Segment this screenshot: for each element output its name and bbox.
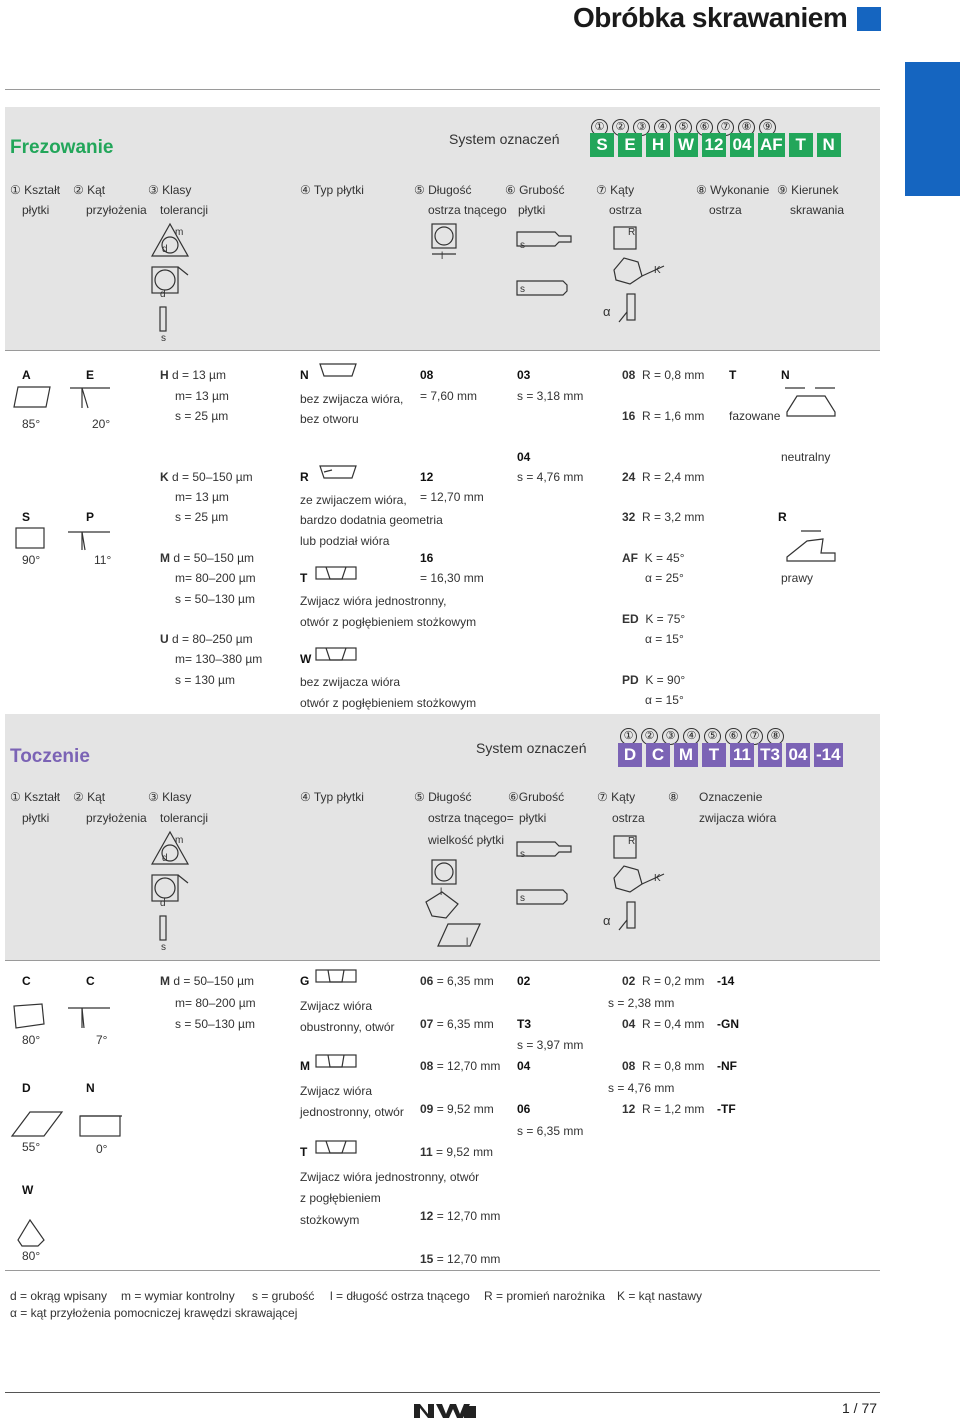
m-tol-M-d: d = 50–150 µm [173,551,254,565]
m-head-7: ⑦ Kąty [596,183,635,197]
label-alpha: α [603,304,611,319]
m-edge-T: T [729,368,737,382]
m-thick-03: 03 [517,368,531,382]
m-edge-T-val: fazowane [729,409,781,423]
t-label-s3: s [520,893,525,904]
label-s: s [161,333,166,344]
square-90-icon [14,526,46,550]
t-thick-06: 06 [517,1102,531,1116]
t-len-06: 06 [420,974,434,988]
m-dir-N: N [781,368,790,382]
t-label-d: d [162,853,168,864]
t-len-06-val: = 6,35 mm [436,974,494,988]
m-thick-03-val: s = 3,18 mm [517,389,584,403]
m-tol-M-m: m= 80–200 µm [175,571,256,585]
t-head-5c: wielkość płytki [428,833,505,847]
t-head-2: ② Kąt [73,790,106,804]
milling-system-label: System oznaczeń [449,131,560,147]
right-cut-icon [783,525,839,563]
m-shape-A-angle: 85° [22,417,41,431]
t-type-T-d2: z pogłębieniem [300,1191,381,1205]
t-type-M-d2: jednostronny, otwór [300,1105,404,1119]
t-tol-M-m: m= 80–200 µm [175,996,256,1010]
t-head-7: ⑦ Kąty [597,790,636,804]
m-tol-K-m: m= 13 µm [175,490,229,504]
t-label-R: R [628,836,636,847]
t-len-12-val: = 12,70 mm [436,1209,501,1223]
t-len-09-val: = 9,52 mm [436,1102,494,1116]
t-thick-02-val: s = 2,38 mm [608,996,675,1010]
m-type-W-d1: bez zwijacza wióra [300,675,401,689]
rhombus-80-icon [12,1002,46,1030]
m-shape-S-angle: 90° [22,553,41,567]
m-thick-04: 04 [517,450,531,464]
t-head-5b: ostrza tnącego= [428,811,514,825]
t-tol-M-d: d = 50–150 µm [173,974,254,988]
m-angle-E: E [86,368,95,382]
clearance-11-icon [66,530,112,552]
m-head-8b: ostrza [709,203,742,217]
t-length-rhombus-icon [436,920,486,950]
m-tol-U-s: s = 130 µm [175,673,235,687]
page-number: 1 / 77 [842,1400,878,1416]
m-head-9: ⑨ Kierunek [777,183,839,197]
m-head-3: ③ Klasy [148,183,192,197]
t-thick-04-val: s = 4,76 mm [608,1081,675,1095]
t-head-8: ⑧ [668,790,679,804]
thickness-bar-icon [158,305,170,335]
m-head-3b: tolerancji [160,203,209,217]
tolerance-square-icon [150,265,190,295]
t-length-trigon-icon [424,890,460,920]
t-label-s: s [161,942,166,953]
insert-type-M-icon [314,1053,358,1069]
insert-type-N-icon [318,362,358,378]
t-breaker-NF: -NF [717,1059,737,1073]
m-head-5b: ostrza tnącego [428,203,507,217]
t-len-09: 09 [420,1102,434,1116]
t-approach-angle-icon [612,864,672,894]
t-length-square-icon [430,858,460,894]
t-shape-W: W [22,1183,34,1197]
milling-code-numbers: ① ② ③ ④ ⑤ ⑥ ⑦ ⑧ ⑨ [591,117,780,136]
legend-m: m = wymiar kontrolny [121,1289,235,1303]
m-type-N: N [300,368,309,382]
t-type-T-d1: Zwijacz wióra jednostronny, otwór [300,1170,480,1184]
t-type-G: G [300,974,310,988]
m-head-2: ② Kąt [73,183,106,197]
length-square-icon [430,222,460,262]
m-tol-K: K [160,470,169,484]
t-angle-C: C [86,974,95,988]
m-type-N-d2: bez otworu [300,412,359,426]
turning-code-numbers: ① ② ③ ④ ⑤ ⑥ ⑦ ⑧ [620,726,788,745]
t-breaker-14: -14 [717,974,735,988]
t-head-5: ⑤ Długość [414,790,472,804]
turning-section-title: Toczenie [10,746,90,767]
m-len-08: 08 [420,368,434,382]
label-m: m [175,227,184,238]
milling-code-boxes: S E H W 12 04 AF T N [590,133,845,157]
label-R: R [628,227,636,238]
legend-K: K = kąt nastawy [617,1289,703,1303]
milling-section-title: Frezowanie [10,137,114,158]
t-type-G-d2: obustronny, otwór [300,1020,395,1034]
company-logo-icon [412,1402,478,1420]
t-thickness-bar-icon [158,914,170,944]
m-head-8: ⑧ Wykonanie [696,183,770,197]
t-type-M: M [300,1059,310,1073]
m-dir-right: prawy [781,571,814,585]
m-angle-P-val: 11° [94,553,112,567]
t-len-15: 15 [420,1252,434,1266]
m-type-R-d1: ze zwijaczem wióra, [300,493,407,507]
t-len-08-val: = 12,70 mm [436,1059,501,1073]
t-type-T-d3: stożkowym [300,1213,360,1227]
m-tol-H-d: d = 13 µm [172,368,226,382]
t-angle-C-val: 7° [96,1033,108,1047]
approach-angle-icon [612,256,672,286]
m-shape-A: A [22,368,31,382]
m-tol-H: H [160,368,169,382]
m-head-4: ④ Typ płytki [300,183,364,197]
t-rad-12-val: R = 1,2 mm [642,1102,705,1116]
t-breaker-TF: -TF [717,1102,736,1116]
m-type-T-d1: Zwijacz wióra jednostronny, [300,594,447,608]
t-label-l: l [440,887,443,898]
turning-system-label: System oznaczeń [476,740,587,756]
m-len-12-val: = 12,70 mm [420,490,484,504]
t-thick-T3-val: s = 3,97 mm [517,1038,584,1052]
m-type-W: W [300,652,312,666]
insert-type-T-icon [314,565,358,581]
t-tolerance-square-icon [150,873,190,903]
m-rad-08-val: R = 0,8 mm [642,368,705,382]
legend-R: R = promień narożnika [484,1289,606,1303]
m-type-N-d1: bez zwijacza wióra, [300,392,404,406]
t-len-11-val: = 9,52 mm [436,1145,494,1159]
legend-s: s = grubość [252,1289,315,1303]
legend-alpha: α = kąt przyłożenia pomocniczej krawędzi skrawającej [10,1306,298,1320]
m-type-R-d2: bardzo dodatnia geometria [300,513,443,527]
t-rad-04: 04 [622,1017,636,1031]
t-thick-T3: T3 [517,1017,532,1031]
m-tol-U: U [160,632,169,646]
m-len-08-val: = 7,60 mm [420,389,478,403]
m-tol-U-m: m= 130–380 µm [175,652,263,666]
t-shape-C: C [22,974,31,988]
m-rad-24-val: R = 2,4 mm [642,470,705,484]
clearance-angle-icon [617,292,641,328]
m-type-R: R [300,470,309,484]
t-rad-02-val: R = 0,2 mm [642,974,705,988]
m-type-T: T [300,571,308,585]
t-len-08: 08 [420,1059,434,1073]
t-thick-04: 04 [517,1059,531,1073]
m-rad-16: 16 [622,409,636,423]
m-head-9b: skrawania [790,203,845,217]
t-head-7b: ostrza [612,811,645,825]
m-head-6b: płytki [518,203,546,217]
t-angle-N: N [86,1081,95,1095]
m-ang-ED: ED [622,612,639,626]
m-dir-neutral: neutralny [781,450,831,464]
label-s3: s [520,284,525,295]
t-label-l2: l [466,937,469,948]
neutral-cut-icon [783,382,839,418]
m-shape-S: S [22,510,31,524]
rhombus-85-icon [12,385,52,409]
t-shape-C-angle: 80° [22,1033,41,1047]
tolerance-triangle-icon [150,222,190,258]
insert-type-W-icon [314,646,358,662]
t-rad-02: 02 [622,974,636,988]
m-head-2b: przyłożenia [86,203,147,217]
label-K: K [654,265,661,276]
m-head-5: ⑤ Długość [414,183,472,197]
m-tol-H-s: s = 25 µm [175,409,229,423]
clearance-0-icon [78,1114,124,1138]
m-tol-U-d: d = 80–250 µm [172,632,253,646]
m-ang-ED-K: K = 75° [645,612,686,626]
t-thick-02: 02 [517,974,531,988]
m-ang-ED-a: α = 15° [645,632,684,646]
t-label-d2: d [160,898,166,909]
m-ang-PD-a: α = 15° [645,693,684,707]
t-label-alpha: α [603,913,611,928]
t-breaker-GN: -GN [717,1017,739,1031]
m-ang-AF-a: α = 25° [645,571,684,585]
t-head-4: ④ Typ płytki [300,790,364,804]
t-type-M-d1: Zwijacz wióra [300,1084,373,1098]
m-head-7b: ostrza [609,203,642,217]
m-ang-PD-K: K = 90° [645,673,686,687]
m-rad-16-val: R = 1,6 mm [642,409,705,423]
m-ang-PD: PD [622,673,639,687]
t-label-m: m [175,835,184,846]
t-shape-D: D [22,1081,31,1095]
t-rad-12: 12 [622,1102,636,1116]
m-angle-E-val: 20° [92,417,111,431]
m-rad-08: 08 [622,368,636,382]
label-d: d [162,244,168,255]
m-tol-K-d: d = 50–150 µm [172,470,253,484]
clearance-20-icon [68,386,112,410]
m-rad-24: 24 [622,470,636,484]
m-len-16-val: = 16,30 mm [420,571,484,585]
t-tolerance-triangle-icon [150,830,190,866]
t-label-K: K [654,873,661,884]
t-head-3b: tolerancji [160,811,209,825]
t-rad-08-val: R = 0,8 mm [642,1059,705,1073]
insert-type-R-icon [318,464,358,480]
t-head-1: ① Kształt [10,790,61,804]
t-angle-N-val: 0° [96,1142,108,1156]
t-len-15-val: = 12,70 mm [436,1252,501,1266]
t-head-1b: płytki [22,811,50,825]
t-clearance-angle-icon [617,900,641,936]
m-type-W-d2: otwór z pogłębieniem stożkowym [300,696,477,710]
m-type-R-d3: lub podział wióra [300,534,390,548]
t-head-8c: zwijacza wióra [699,811,777,825]
legend-l: l = długość ostrza tnącego [330,1289,470,1303]
label-s2: s [520,240,525,251]
title-accent-square [857,7,881,31]
t-tol-M-s: s = 50–130 µm [175,1017,255,1031]
t-len-07: 07 [420,1017,434,1031]
m-angle-P: P [86,510,95,524]
m-ang-AF: AF [622,551,638,565]
m-dir-R: R [778,510,787,524]
m-ang-AF-K: K = 45° [644,551,685,565]
turning-code-boxes: D C M T 11 T3 04 -14 [618,743,847,767]
t-len-12: 12 [420,1209,434,1223]
t-head-3: ③ Klasy [148,790,192,804]
legend-d: d = okrąg wpisany [10,1289,108,1303]
m-tol-M: M [160,551,170,565]
rhombus-55-icon [10,1110,64,1138]
t-tol-M: M [160,974,170,988]
t-len-11: 11 [420,1145,433,1159]
t-head-6b: płytki [519,811,547,825]
t-shape-D-angle: 55° [22,1140,41,1154]
m-type-T-d2: otwór z pogłębieniem stożkowym [300,615,477,629]
m-tol-K-s: s = 25 µm [175,510,229,524]
m-head-1b: płytki [22,203,50,217]
m-rad-32-val: R = 3,2 mm [642,510,705,524]
t-head-2b: przyłożenia [86,811,147,825]
side-tab [905,62,960,196]
label-l: l [441,251,444,262]
t-thick-06-val: s = 6,35 mm [517,1124,584,1138]
m-head-6: ⑥ Grubość [505,183,565,197]
t-len-07-val: = 6,35 mm [436,1017,494,1031]
m-thick-04-val: s = 4,76 mm [517,470,584,484]
m-tol-M-s: s = 50–130 µm [175,592,255,606]
t-label-s2: s [520,849,525,860]
m-rad-32: 32 [622,510,636,524]
trigon-80-icon [16,1218,46,1248]
insert-type-G-icon [314,968,358,984]
t-head-8b: Oznaczenie [699,790,763,804]
m-len-16: 16 [420,551,434,565]
label-d2: d [160,289,166,300]
t-type-T: T [300,1145,308,1159]
m-head-1: ① Kształt [10,183,61,197]
page-title: Obróbka skrawaniem [573,2,848,33]
insert-type-T2-icon [314,1139,358,1155]
t-rad-08: 08 [622,1059,636,1073]
t-type-G-d1: Zwijacz wióra [300,999,373,1013]
t-head-6: ⑥Grubość [508,790,565,804]
m-tol-H-m: m= 13 µm [175,389,229,403]
m-len-12: 12 [420,470,434,484]
t-shape-W-angle: 80° [22,1249,41,1263]
t-rad-04-val: R = 0,4 mm [642,1017,705,1031]
clearance-7-icon [66,1006,112,1030]
